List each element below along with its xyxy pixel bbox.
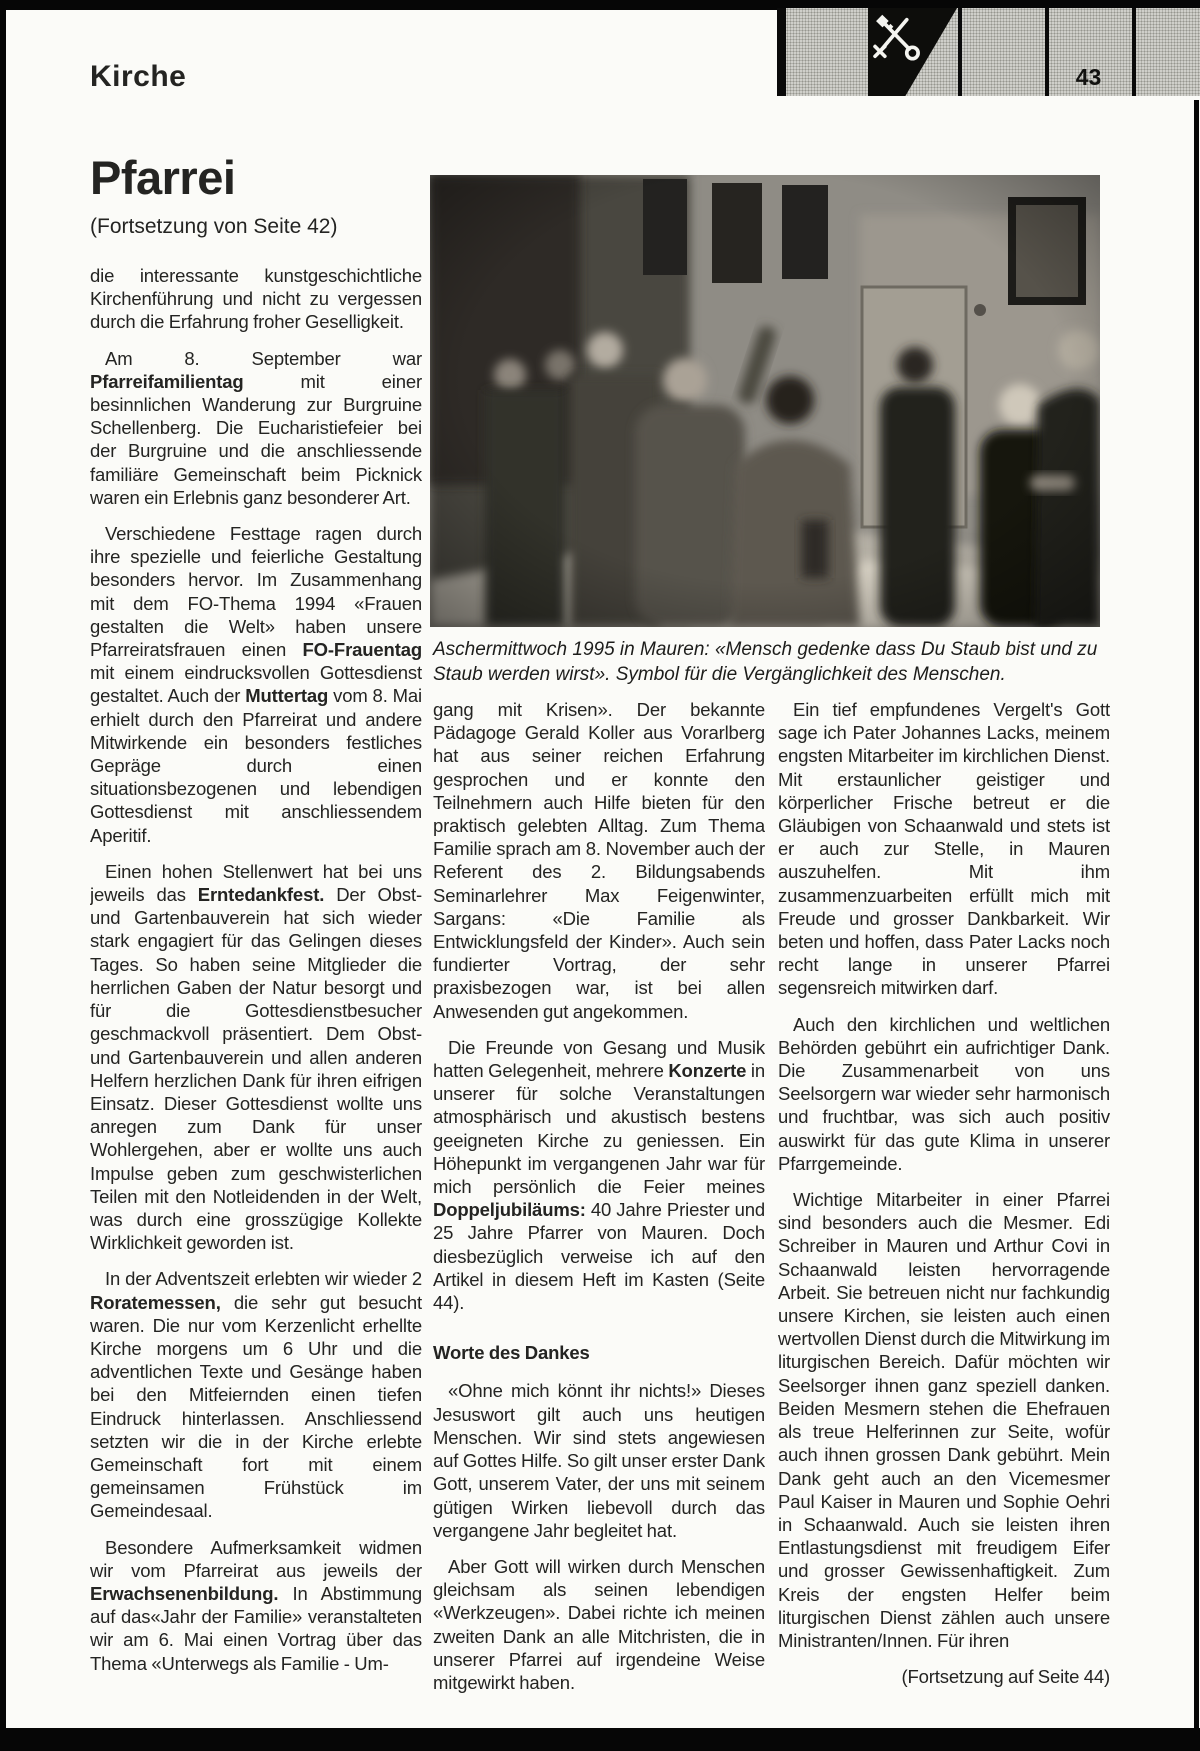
- photo-image: [430, 175, 1100, 627]
- banner-divider: [777, 8, 786, 96]
- text-segment: Der Obst- und Gartenbauverein hat sich wieder stark engagiert für das Gelingen dieses Tages. So haben seine Mitglieder die herrlichen Gaben der Natur besorgt und für die Gottesdienstbesucher geschmackvoll präsentiert. Dem Obst- und Gartenbauverein und allen anderen Helfern herzlichen Dank für ihren eifrigen Einsatz. Dieser Gottesdienst wollte uns anregen zum Dank für unser Wohlergehen, aber er wollte uns auch Impulse geben zum geschwisterlichen Teilen mit den Notleidenden in der Welt, was durch eine grosszügige Kollekte Wirklichkeit geworden ist.: [90, 884, 422, 1254]
- text-segment: Muttertag: [245, 685, 329, 707]
- crossed-keys-icon: [871, 14, 923, 66]
- section-heading: [433, 1341, 765, 1364]
- paragraph: [90, 860, 422, 1254]
- text-column-2: [433, 698, 765, 1728]
- text-segment: Am 8. September war: [105, 347, 422, 369]
- paragraph: [433, 698, 765, 1023]
- text-segment: Erntedankfest.: [197, 884, 325, 906]
- banner-divider: [958, 8, 962, 96]
- text-segment: 40 Jahre Priester und 25 Jahre Pfarrer von Mauren. Doch diesbezüglich verweise ich auf den Artikel in diesem Heft im Kasten (Seite 44).: [433, 1199, 765, 1314]
- text-segment: Konzerte: [668, 1060, 747, 1082]
- text-segment: Worte des Dankes: [433, 1342, 590, 1364]
- paragraph: [778, 698, 1110, 1000]
- text-segment: Besondere Aufmerksamkeit widmen wir vom Pfarreirat aus jeweils der: [90, 1536, 422, 1581]
- text-segment: die interessante kunstgeschichtliche Kirchenführung und nicht zu vergessen durch die Erfahrung froher Geselligkeit.: [90, 265, 422, 333]
- text-segment: Aber Gott will wirken durch Menschen gleichsam als seinen lebendigen «Werkzeugen». Dabei richte ich meinen zweiten Dank an alle Mitchristen, die in unserer Pfarrei auf irgendeine Weise mitgewirkt haben.: [433, 1555, 765, 1693]
- text-segment: Wichtige Mitarbeiter in einer Pfarrei sind besonders auch die Mesmer. Edi Schreiber in Mauren und Arthur Covi in Schaanwald leisten hervorragende Arbeit. Sie betreuen nicht nur fachkundig unsere Kirchen, sie leisten auch einen wertvollen Dienst durch die Mitwirkung im liturgischen Bereich. Dafür möchten wir Seelsorger ihnen ganz speziell danken. Beiden Mesmern stehen die Ehefrauen als treue Helferinnen zur Seite, wofür auch ihnen grossen Dank gebührt. Mein Dank geht auch an den Vicemesmer Paul Kaiser in Mauren und Sophie Oehri in Schaanwald. Auch sie leisten ihren Entlastungsdienst mit freudigem Eifer und grosser Gewissenhaftigkeit. Zum Kreis der engsten Helfer beim liturgischen Dienst zählen auch unsere Ministranten/Innen. Für ihren: [778, 1189, 1110, 1651]
- text-segment: Roratemessen,: [90, 1291, 221, 1313]
- text-segment: Erwachsenenbildung.: [90, 1582, 279, 1604]
- scan-edge-right: [1194, 100, 1199, 1730]
- paragraph: [90, 1536, 422, 1675]
- text-column-1: [90, 264, 422, 1694]
- text-segment: mit einem eindrucksvollen Gottesdienst gestaltet. Auch der: [90, 662, 422, 707]
- text-segment: «Ohne mich könnt ihr nichts!» Dieses Jesuswort gilt auch uns heutigen Menschen. Wir sind stets angewiesen auf Gottes Hilfe. So gilt unser erster Dank Gott, unserem Vater, der uns mit seinem gütigen Wirken liebevoll durch das vergangene Jahr begleitet hat.: [433, 1380, 765, 1541]
- text-column-3: [778, 698, 1110, 1728]
- paragraph: [90, 264, 422, 334]
- page-number: 43: [1075, 64, 1102, 90]
- text-segment: Doppeljubiläums:: [433, 1199, 586, 1221]
- paragraph: [90, 1267, 422, 1522]
- text-segment: FO-Frauentag: [302, 639, 422, 661]
- article-subtitle: (Fortsetzung von Seite 42): [90, 215, 338, 238]
- text-segment: (Fortsetzung auf Seite 44): [901, 1666, 1110, 1688]
- paragraph: [433, 1379, 765, 1541]
- header-banner: [777, 8, 1200, 96]
- text-segment: Einen hohen Stellenwert hat bei uns jeweils das: [90, 860, 422, 906]
- text-segment: Pfarreifamilientag: [90, 370, 244, 392]
- paragraph: [778, 1188, 1110, 1652]
- paragraph: [90, 522, 422, 847]
- text-segment: vom 8. Mai erhielt durch den Pfarreirat und andere Mitwirkende ein besonders festliches Gepräge durch einen situationsbezogenen und lebendigen Gottesdienst mit anschliessendem Aperitif.: [90, 685, 422, 846]
- scan-edge-left: [0, 8, 6, 1730]
- paragraph: [90, 347, 422, 509]
- paragraph: [778, 1013, 1110, 1175]
- text-segment: gang mit Krisen». Der bekannte Pädagoge Gerald Koller aus Vorarlberg hat aus seiner reichen Erfahrung gesprochen und er konnte den Teilnehmern auch Hilfe bieten für den praktisch gelebten Alltag. Zum Thema Familie sprach am 8. November auch der Referent des 2. Bildungsabends Seminarlehrer Max Feigenwinter, Sargans: «Die Familie als Entwicklungsfeld der Kinder». Auch sein fundierter Vortrag, der sehr praxisbezogen war, ist bei allen Anwesenden gut angekommen.: [433, 699, 765, 1022]
- text-segment: Auch den kirchlichen und weltlichen Behörden gebührt ein aufrichtiger Dank. Die Zusammenarbeit von uns Seelsorgern war wieder sehr harmonisch und fruchtbar, was sich auch positiv auswirkt für das gute Klima in unserer Pfarrgemeinde.: [778, 1013, 1110, 1174]
- text-segment: die sehr gut besucht waren. Die nur vom Kerzenlicht erhellte Kirche morgens um 6 Uhr und die adventlichen Texte und Gesänge haben bei den Mitfeiernden einen tiefen Eindruck hinterlassen. Anschliessend setzten wir die in der Kirche erlebte Gemeinschaft fort mit einem gemeinsamen Frühstück im Gemeindesaal.: [90, 1291, 422, 1522]
- banner-divider: [1132, 8, 1136, 96]
- text-segment: In Abstimmung auf das«Jahr der Familie» veranstalteten wir am 6. Mai einen Vortrag über das Thema «Unterwegs als Familie - Um-: [90, 1582, 422, 1674]
- paragraph: [433, 1555, 765, 1694]
- article-title: Pfarrei: [90, 151, 236, 204]
- section-label: Kirche: [90, 60, 187, 93]
- photo-ash-wednesday: [430, 175, 1100, 627]
- scan-edge-bottom: [0, 1728, 1200, 1751]
- text-segment: in unserer für solche Veranstaltungen atmosphärisch und akustisch bestens geeigneten Kirche zu geniessen. Ein Höhepunkt im vergangenen Jahr war für mich persönlich die Feier meines: [433, 1060, 765, 1198]
- paragraph: [433, 1036, 765, 1314]
- text-segment: mit einer besinnlichen Wanderung zur Burgruine Schellenberg. Die Eucharistiefeier bei der Burgruine und die anschliessende familiäre Gemeinschaft beim Picknick waren ein Erlebnis ganz besonderer Art.: [90, 370, 422, 508]
- paragraph: [778, 1665, 1110, 1688]
- text-segment: Verschiedene Festtage ragen durch ihre spezielle und feierliche Gestaltung besonders hervor. Im Zusammenhang mit dem FO-Thema 1994 «Frauen gestalten die Welt» haben unsere Pfarreiratsfrauen einen: [90, 523, 422, 661]
- text-segment: Ein tief empfundenes Vergelt's Gott sage ich Pater Johannes Lacks, meinem engsten Mitarbeiter im kirchlichen Dienst. Mit erstaunlicher geistiger und körperlicher Frische betreut er die Gläubigen von Schaanwald und stets ist er auch zur Stelle, in Mauren auszuhelfen. Mit ihm zusammenzuarbeiten erfüllt mich mit Freude und grosser Dankbarkeit. Wir beten und hoffen, dass Pater Lacks noch recht lange in unserer Pfarrei segensreich mitwirken darf.: [778, 699, 1110, 999]
- photo-caption: Aschermittwoch 1995 in Mauren: «Mensch gedenke dass Du Staub bist und zu Staub werden wirst». Symbol für die Vergänglichkeit des Menschen.: [433, 639, 1098, 685]
- text-segment: Die Freunde von Gesang und Musik hatten Gelegenheit, mehrere: [433, 1036, 765, 1082]
- text-segment: In der Adventszeit erlebten wir wieder 2: [105, 1268, 422, 1290]
